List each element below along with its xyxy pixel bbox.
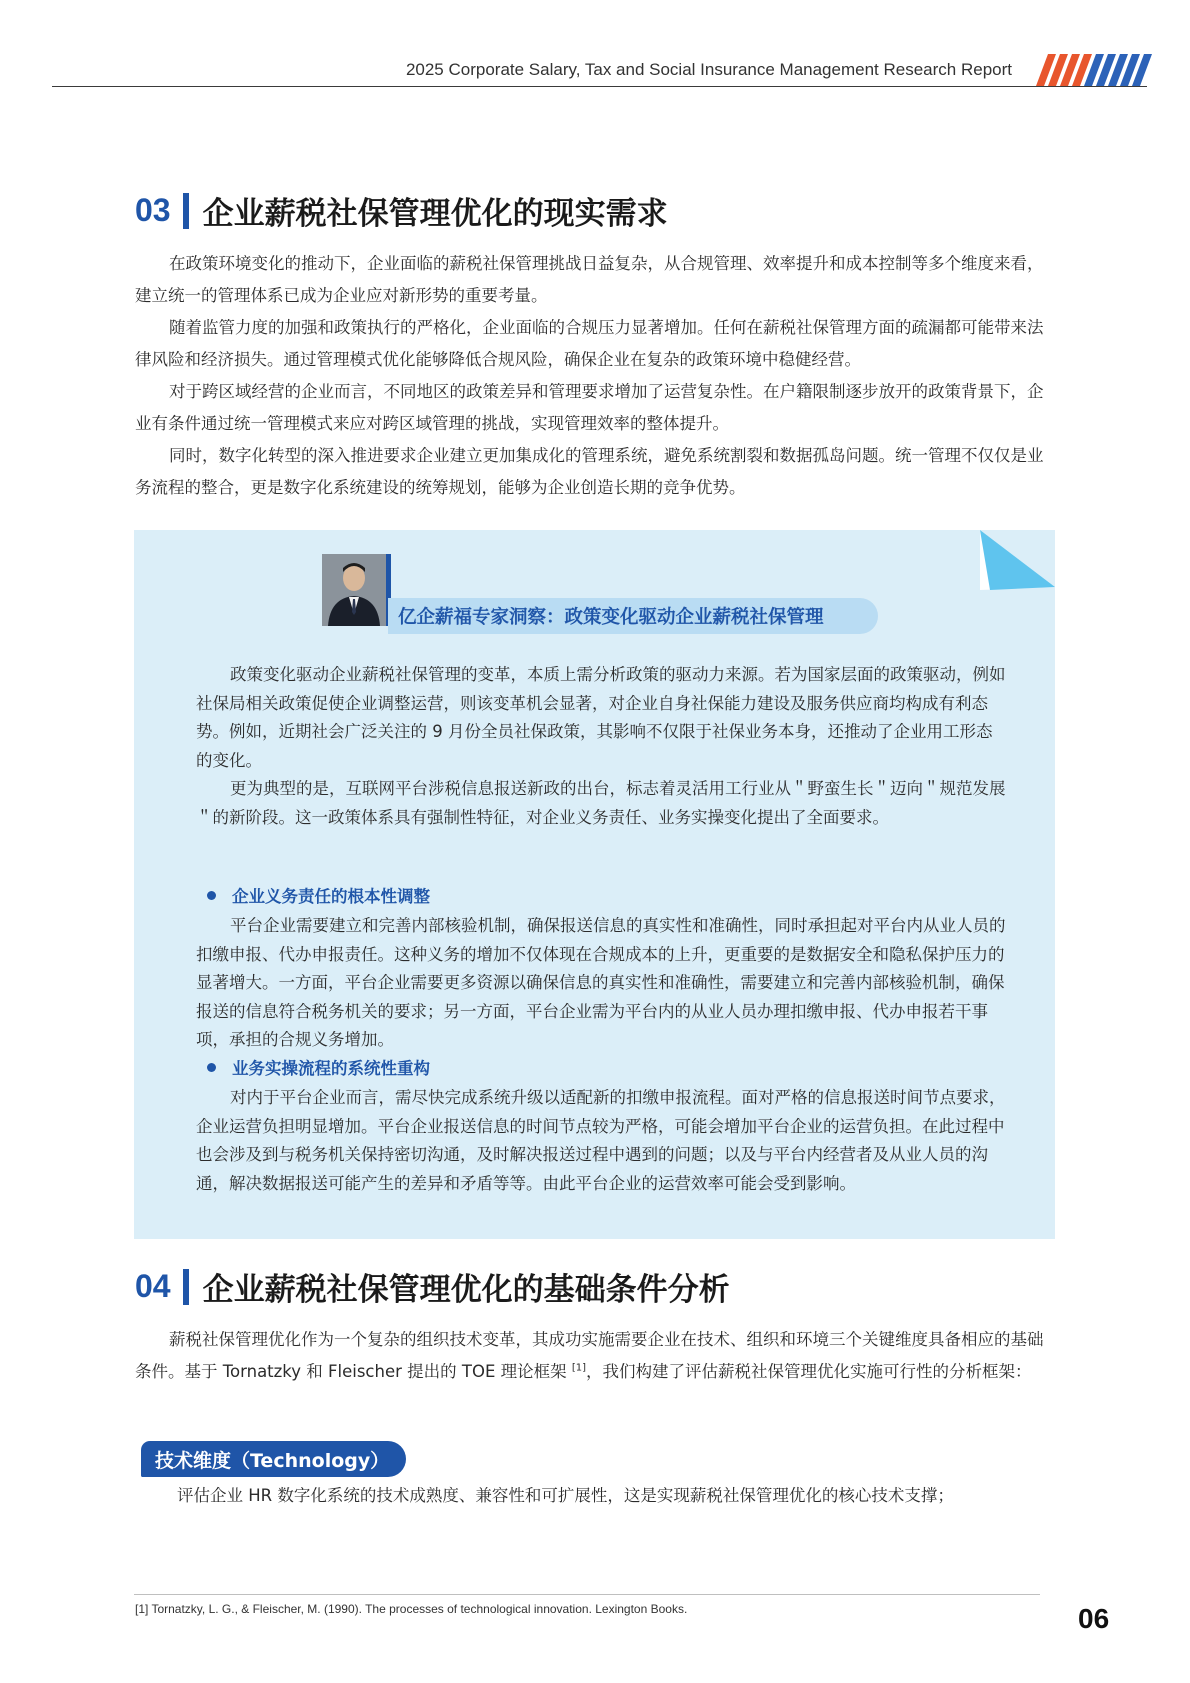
paragraph: 政策变化驱动企业薪税社保管理的变革，本质上需分析政策的驱动力来源。若为国家层面的政策驱动，例如社保局相关政策促使企业调整运营，则该变革机会显著，对企业自身社保能力建设及服务供应商均构成有利态势。例如，近期社会广泛关注的 9 月份全员社保政策，其影响不仅限于社保业务本身，还推动了企业用工形态的变化。 — [196, 665, 1006, 770]
person-icon — [322, 554, 386, 626]
section-number: 04 — [135, 1268, 171, 1304]
paragraph-text: ，我们构建了评估薪税社保管理优化实施可行性的分析框架： — [586, 1362, 1032, 1381]
section-heading-bar — [183, 1269, 189, 1305]
technology-dimension-label — [141, 1441, 406, 1477]
paragraph: 随着监管力度的加强和政策执行的严格化，企业面临的合规压力显著增加。任何在薪税社保管理方面的疏漏都可能带来法律风险和经济损失。通过管理模式优化能够降低合规风险，确保企业在复杂的政策环境中稳健经营。 — [135, 318, 1044, 369]
bullet-title: 业务实操流程的系统性重构 — [232, 1059, 430, 1078]
section-03-body — [135, 248, 1053, 504]
paragraph: 同时，数字化转型的深入推进要求企业建立更加集成化的管理系统，避免系统割裂和数据孤岛问题。统一管理不仅仅是业务流程的整合，更是数字化系统建设的统筹规划，能够为企业创造长期的竞争优势。 — [135, 446, 1044, 497]
section-title: 企业薪税社保管理优化的现实需求 — [202, 196, 668, 232]
bullet-dot-icon — [207, 891, 216, 900]
paragraph-text: 薪税社保管理优化作为一个复杂的组织技术变革，其成功实施需要企业在技术、组织和环境三个关键维度具备相应的基础条件。基于 Tornatzky 和 Fleischer 提出的 TOE 理论框架 — [135, 1330, 1044, 1381]
expert-avatar — [322, 554, 386, 626]
bullet-title: 企业义务责任的根本性调整 — [232, 887, 430, 906]
section-04-heading — [135, 1264, 730, 1309]
bullet-heading — [207, 1055, 430, 1079]
bullet-body — [196, 912, 1008, 1055]
callout-corner-fold — [980, 530, 1055, 590]
bullet-heading — [207, 883, 430, 907]
expert-intro — [196, 661, 1008, 832]
paragraph: 更为典型的是，互联网平台涉税信息报送新政的出台，标志着灵活用工行业从＂野蛮生长＂迈向＂规范发展＂的新阶段。这一政策体系具有强制性特征，对企业义务责任、业务实操变化提出了全面要求。 — [196, 779, 1006, 827]
pill-text: 技术维度（Technology） — [155, 1449, 390, 1472]
paragraph: 对于跨区域经营的企业而言，不同地区的政策差异和管理要求增加了运营复杂性。在户籍限制逐步放开的政策背景下，企业有条件通过统一管理模式来应对跨区域管理的挑战，实现管理效率的整体提升。 — [135, 382, 1044, 433]
paragraph: 对内于平台企业而言，需尽快完成系统升级以适配新的扣缴申报流程。面对严格的信息报送时间节点要求，企业运营负担明显增加。平台企业报送信息的时间节点较为严格，可能会增加平台企业的运营负担。在此过程中也会涉及到与税务机关保持密切沟通，及时解决报送过程中遇到的问题；以及与平台内经营者及从业人员的沟通，解决数据报送可能产生的差异和矛盾等等。由此平台企业的运营效率可能会受到影响。 — [196, 1088, 1006, 1193]
paragraph: 在政策环境变化的推动下，企业面临的薪税社保管理挑战日益复杂，从合规管理、效率提升和成本控制等多个维度来看，建立统一的管理体系已成为企业应对新形势的重要考量。 — [135, 254, 1044, 305]
footnote: [1] Tornatzky, L. G., & Fleischer, M. (1990). The processes of technological innovation. Lexington Books. — [135, 1602, 688, 1616]
bullet-dot-icon — [207, 1063, 216, 1072]
header-stripes-logo — [1022, 54, 1152, 86]
section-title: 企业薪税社保管理优化的基础条件分析 — [202, 1272, 730, 1308]
section-04-body — [135, 1324, 1053, 1388]
paragraph — [135, 1324, 1053, 1388]
page-number: 06 — [1078, 1603, 1110, 1634]
technology-dimension-text: 评估企业 HR 数字化系统的技术成熟度、兼容性和可扩展性，这是实现薪税社保管理优化的核心技术支撑； — [177, 1486, 954, 1505]
paragraph: 平台企业需要建立和完善内部核验机制，确保报送信息的真实性和准确性，同时承担起对平台内从业人员的扣缴申报、代办申报责任。这种义务的增加不仅体现在合规成本的上升，更重要的是数据安全和隐私保护压力的显著增大。一方面，平台企业需要更多资源以确保信息的真实性和准确性，需要建立和完善内部核验机制，确保报送的信息符合税务机关的要求；另一方面，平台企业需为平台内的从业人员办理扣缴申报、代办申报若干事项，承担的合规义务增加。 — [196, 916, 1006, 1049]
section-number: 03 — [135, 192, 171, 228]
bullet-body — [196, 1084, 1008, 1198]
section-heading-bar — [183, 193, 189, 229]
expert-banner-title: 亿企薪福专家洞察：政策变化驱动企业薪税社保管理 — [398, 607, 824, 628]
report-header-title: 2025 Corporate Salary, Tax and Social Insurance Management Research Report — [405, 60, 1012, 79]
footnote-divider — [134, 1594, 1040, 1595]
section-03-heading — [135, 188, 668, 233]
header-divider — [52, 86, 1147, 87]
expert-insight-banner — [388, 598, 878, 634]
citation-ref[interactable]: [1] — [571, 1362, 587, 1374]
